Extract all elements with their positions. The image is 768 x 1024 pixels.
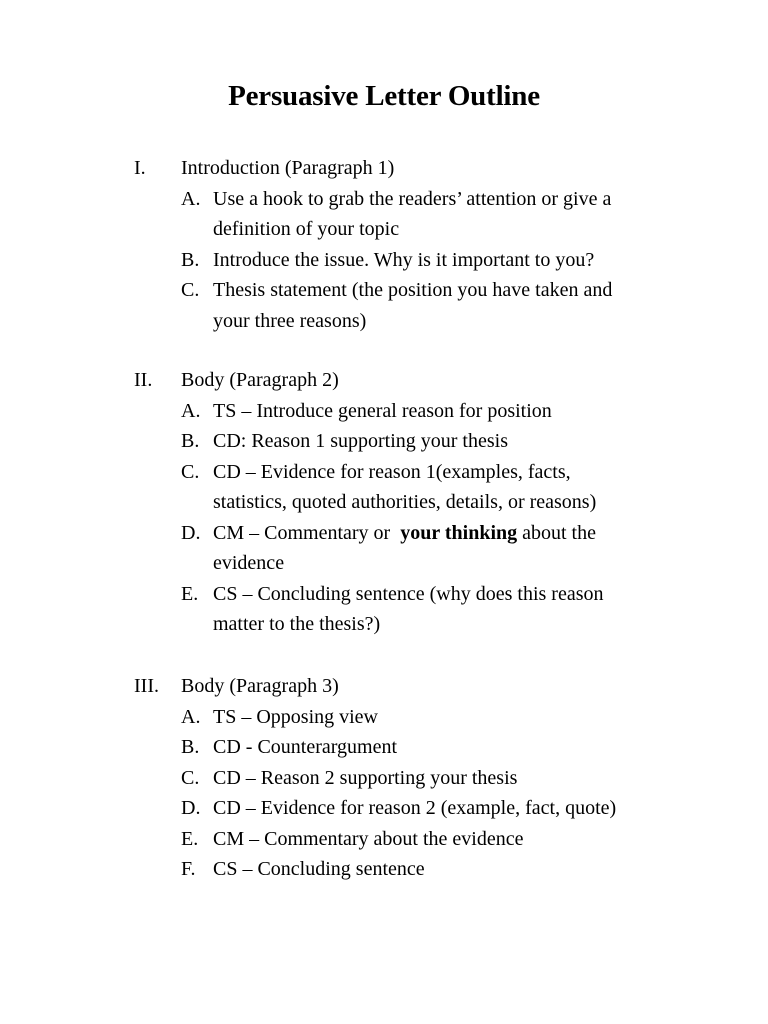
list-item xyxy=(0,518,768,549)
item-letter: C. xyxy=(181,766,200,789)
item-text: CD: Reason 1 supporting your thesis xyxy=(213,430,508,452)
item-text-continuation: your three reasons) xyxy=(213,309,367,332)
item-text-continuation: evidence xyxy=(213,552,285,574)
item-letter: F. xyxy=(181,858,196,880)
section-numeral: II. xyxy=(134,369,153,391)
section-heading-row xyxy=(0,153,768,184)
list-item-continuation xyxy=(0,609,768,640)
section-introduction xyxy=(0,153,768,336)
emphasized-text: your thinking xyxy=(400,521,518,544)
section-numeral: III. xyxy=(134,675,159,697)
item-letter: B. xyxy=(181,248,200,271)
section-heading-row xyxy=(0,671,768,702)
item-text: Thesis statement (the position you have taken and xyxy=(213,279,613,301)
item-text-continuation: statistics, quoted authorities, details, or reasons) xyxy=(213,491,597,513)
section-body-paragraph-3 xyxy=(0,671,768,885)
list-item xyxy=(0,426,768,457)
list-item xyxy=(0,579,768,610)
item-text-continuation: definition of your topic xyxy=(213,218,400,240)
section-heading: Body (Paragraph 3) xyxy=(181,675,339,697)
list-item-continuation xyxy=(0,214,768,245)
item-letter: A. xyxy=(181,187,201,210)
list-item-continuation xyxy=(0,306,768,337)
item-text: CS – Concluding sentence (why does this reason xyxy=(213,582,604,605)
item-text-mixed xyxy=(213,518,596,549)
item-text: CD - Counterargument xyxy=(213,736,398,758)
list-item xyxy=(0,396,768,427)
item-letter: D. xyxy=(181,521,201,544)
item-text-continuation: matter to the thesis?) xyxy=(213,613,381,635)
list-item xyxy=(0,824,768,855)
page-title: Persuasive Letter Outline xyxy=(228,80,540,112)
section-heading: Body (Paragraph 2) xyxy=(181,369,339,391)
item-text: CS – Concluding sentence xyxy=(213,858,425,880)
list-item xyxy=(0,275,768,306)
item-text: CD – Reason 2 supporting your thesis xyxy=(213,766,518,789)
item-text: TS – Opposing view xyxy=(213,705,378,728)
list-item-continuation xyxy=(0,548,768,579)
section-numeral: I. xyxy=(134,157,146,179)
section-heading: Introduction (Paragraph 1) xyxy=(181,157,395,179)
item-text: Use a hook to grab the readers’ attention or give a xyxy=(213,187,612,210)
list-item xyxy=(0,184,768,215)
list-item-continuation xyxy=(0,487,768,518)
item-text-prefix: CM – Commentary or xyxy=(213,521,401,544)
item-text-suffix: about the xyxy=(517,521,596,544)
item-letter: E. xyxy=(181,582,199,605)
item-text: Introduce the issue. Why is it important to you? xyxy=(213,248,595,271)
section-body-paragraph-2 xyxy=(0,365,768,640)
item-letter: B. xyxy=(181,736,200,758)
item-letter: B. xyxy=(181,430,200,452)
list-item xyxy=(0,245,768,276)
item-letter: D. xyxy=(181,797,201,819)
list-item xyxy=(0,702,768,733)
list-item xyxy=(0,457,768,488)
list-item xyxy=(0,732,768,763)
item-letter: C. xyxy=(181,460,200,483)
list-item xyxy=(0,793,768,824)
list-item xyxy=(0,854,768,885)
item-text: CD – Evidence for reason 1(examples, facts, xyxy=(213,460,571,483)
item-letter: C. xyxy=(181,279,200,301)
list-item xyxy=(0,763,768,794)
section-heading-row xyxy=(0,365,768,396)
item-letter: A. xyxy=(181,705,201,728)
item-text: TS – Introduce general reason for position xyxy=(213,399,552,422)
item-text: CD – Evidence for reason 2 (example, fact, quote) xyxy=(213,797,617,819)
item-letter: E. xyxy=(181,827,199,850)
item-letter: A. xyxy=(181,399,201,422)
item-text: CM – Commentary about the evidence xyxy=(213,827,524,850)
